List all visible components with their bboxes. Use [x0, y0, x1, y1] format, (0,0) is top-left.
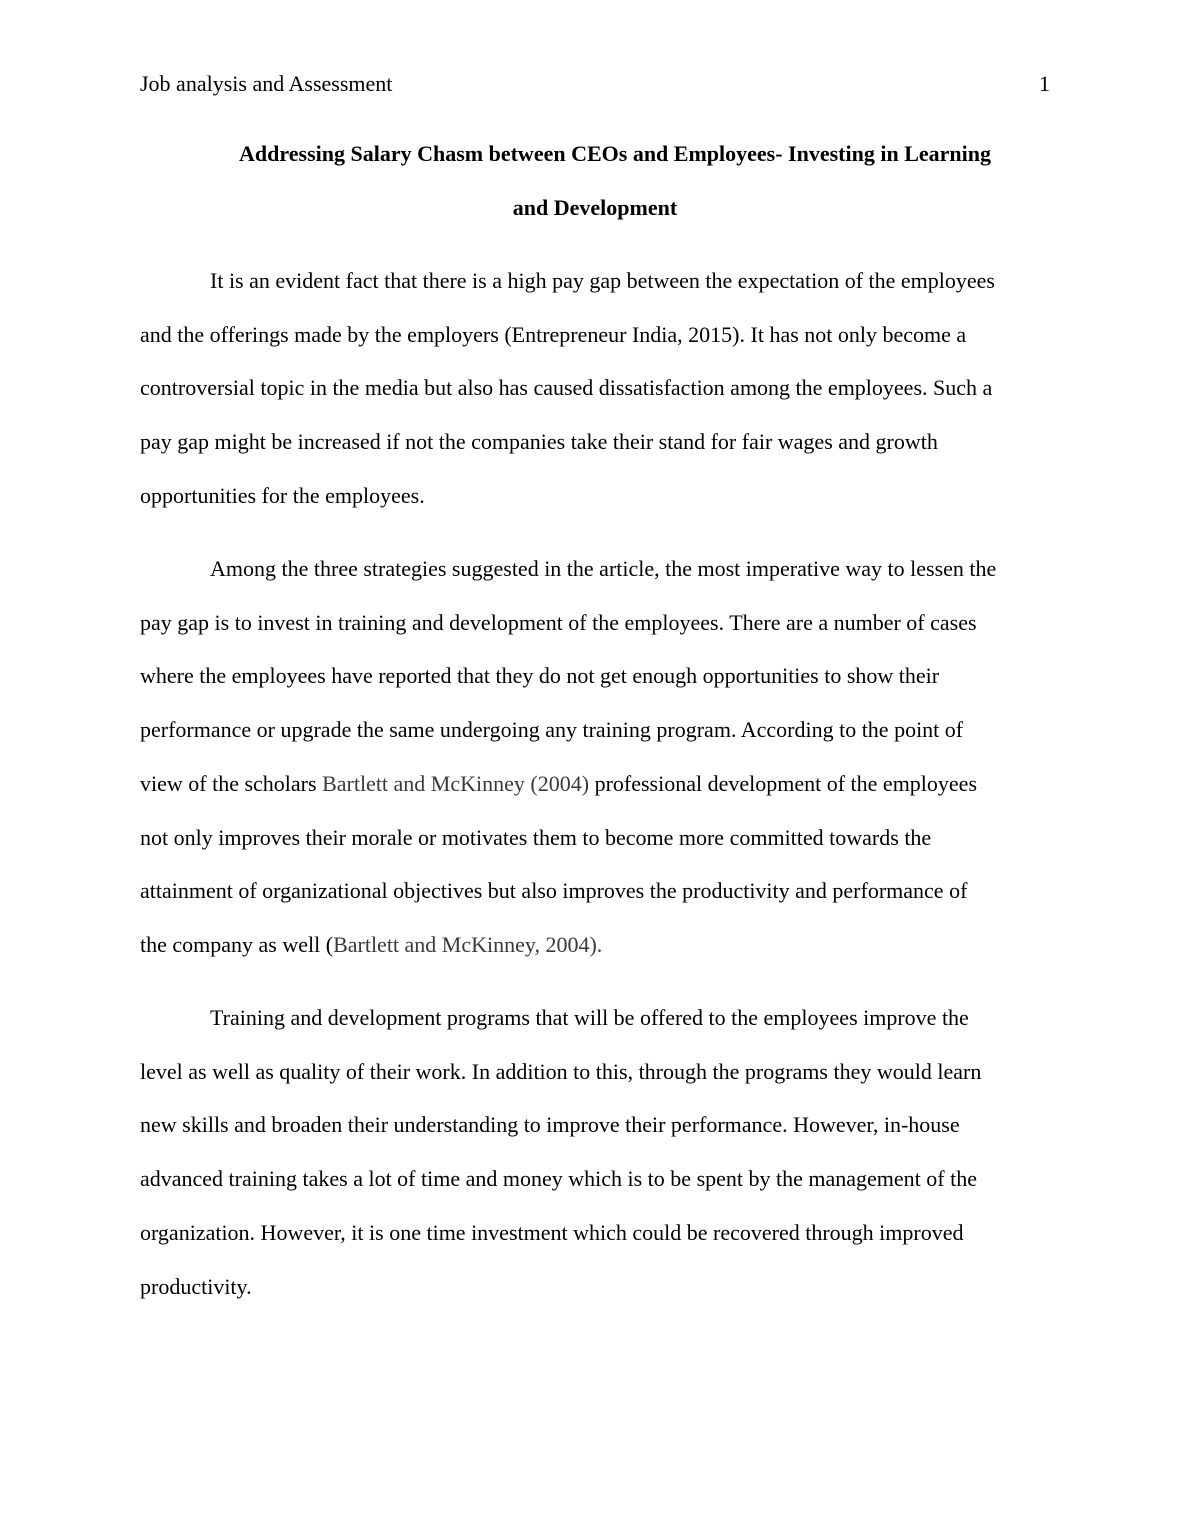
paragraph-line: pay gap might be increased if not the companies take their stand for fair wages and growth	[140, 429, 938, 455]
title-line-1: Addressing Salary Chasm between CEOs and Employees- Investing in Learning	[239, 141, 991, 166]
title-line-2: and Development	[512, 195, 678, 220]
line-text: the company as well (	[140, 931, 334, 957]
line-text: view of the scholars	[140, 770, 323, 796]
paragraph-line	[140, 918, 1050, 972]
paragraph-line: pay gap is to invest in training and development of the employees. There are a number of cases	[140, 609, 977, 635]
paragraph-line: level as well as quality of their work. In addition to this, through the programs they would learn	[140, 1058, 982, 1084]
paragraph-1	[140, 254, 1050, 523]
paragraph-line: performance or upgrade the same undergoing any training program. According to the point of	[140, 717, 964, 743]
running-head: Job analysis and Assessment	[140, 71, 393, 96]
paragraph-line: It is an evident fact that there is a high pay gap between the expectation of the employees	[210, 268, 995, 293]
paragraph-3	[140, 991, 1050, 1313]
citation: Bartlett and McKinney, 2004).	[333, 931, 603, 957]
page-header	[140, 70, 1050, 100]
paragraph-line: productivity.	[140, 1273, 252, 1299]
paragraph-line	[140, 757, 1050, 811]
document-title	[140, 127, 1050, 235]
paragraph-line: where the employees have reported that they do not get enough opportunities to show their	[140, 663, 940, 689]
paragraph-line: attainment of organizational objectives but also improves the productivity and performance of	[140, 878, 968, 904]
line-text: professional development of the employees	[589, 770, 978, 796]
citation: Bartlett and McKinney (2004)	[322, 770, 590, 796]
paragraph-line: Training and development programs that will be offered to the employees improve the	[210, 1005, 969, 1030]
paragraph-line: controversial topic in the media but also has caused dissatisfaction among the employees. Such a	[140, 375, 993, 401]
paragraph-line: Among the three strategies suggested in the article, the most imperative way to lessen the	[210, 556, 997, 581]
paragraph-line: opportunities for the employees.	[140, 482, 425, 508]
paragraph-line: new skills and broaden their understanding to improve their performance. However, in-house	[140, 1112, 960, 1138]
paragraph-2	[140, 542, 1050, 972]
paragraph-line: and the offerings made by the employers (Entrepreneur India, 2015). It has not only become a	[140, 321, 967, 347]
paragraph-line: not only improves their morale or motivates them to become more committed towards the	[140, 824, 932, 850]
paragraph-line: advanced training takes a lot of time and money which is to be spent by the management of the	[140, 1166, 977, 1192]
page-number: 1	[1039, 71, 1050, 96]
paragraph-line: organization. However, it is one time investment which could be recovered through improved	[140, 1219, 964, 1245]
